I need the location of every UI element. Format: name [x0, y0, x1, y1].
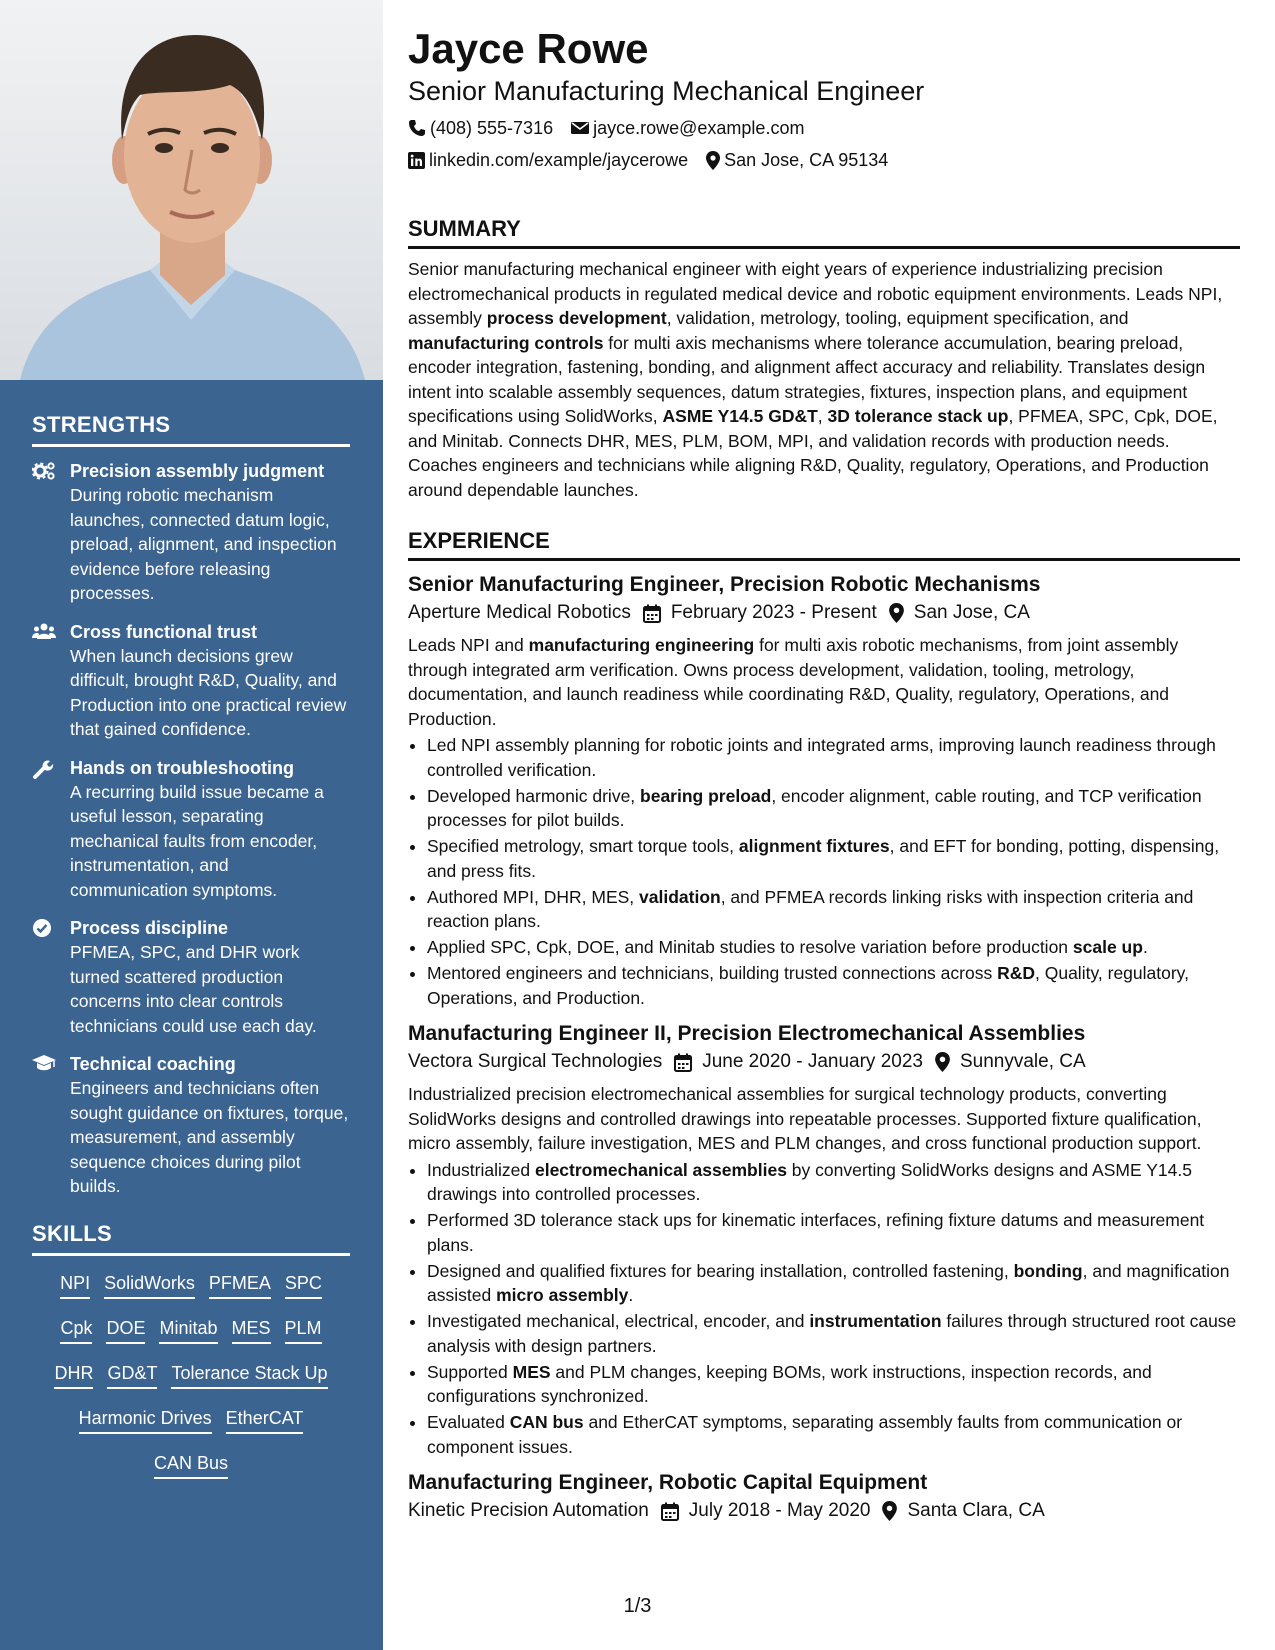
- map-pin-icon: [889, 603, 904, 623]
- strength-text: PFMEA, SPC, and DHR work turned scattered production concerns into clear controls technicians could use each day.: [70, 942, 317, 1036]
- candidate-name: Jayce Rowe: [408, 25, 649, 72]
- job-title: Senior Manufacturing Engineer, Precision Robotic Mechanisms: [408, 573, 1041, 596]
- text-run: .: [628, 1285, 634, 1305]
- portrait-image: [0, 0, 383, 380]
- emphasis-text: R&D: [997, 963, 1035, 983]
- skill-tag: SolidWorks: [104, 1272, 195, 1299]
- list-item: [427, 1410, 1240, 1459]
- contact-linkedin[interactable]: [408, 148, 688, 172]
- job-description: [408, 1082, 1240, 1156]
- map-pin-icon: [882, 1501, 897, 1521]
- list-item: [427, 1360, 1240, 1409]
- list-item: [427, 1309, 1240, 1358]
- skill-row: [32, 1317, 350, 1344]
- emphasis-text: manufacturing controls: [408, 332, 604, 353]
- text-run: Investigated mechanical, electrical, encoder, and: [427, 1311, 810, 1331]
- email-text[interactable]: jayce.rowe@example.com: [593, 118, 805, 138]
- linkedin-text[interactable]: linkedin.com/example/jaycerowe: [429, 150, 689, 170]
- skill-tag: SPC: [285, 1272, 322, 1299]
- text-run: Applied SPC, Cpk, DOE, and Minitab studies to resolve variation before production: [427, 937, 1073, 957]
- strength-text: Engineers and technicians often sought guidance on fixtures, torque, measurement, and assembly sequence choices during pilot builds.: [70, 1078, 349, 1196]
- skill-tag: GD&T: [107, 1362, 157, 1389]
- job-location: Sunnyvale, CA: [959, 1051, 1086, 1072]
- emphasis-text: CAN bus: [509, 1412, 584, 1432]
- skill-row: [32, 1272, 350, 1299]
- main-content: [408, 24, 1240, 1531]
- text-run: Supported: [427, 1361, 513, 1382]
- job-description: [408, 633, 1240, 731]
- job-company: Vectora Surgical Technologies: [408, 1051, 663, 1072]
- experience-list: [408, 571, 1240, 1525]
- emphasis-text: bearing preload: [640, 785, 772, 806]
- envelope-icon: [571, 121, 589, 135]
- list-item: [427, 961, 1240, 1010]
- graduation-cap-icon: [32, 1054, 56, 1072]
- text-run: Mentored engineers and technicians, building trusted connections across: [427, 963, 998, 983]
- job-title: Manufacturing Engineer II, Precision Electromechanical Assemblies: [408, 1022, 1086, 1045]
- text-run: , validation, metrology, tooling, equipment specification, and: [666, 308, 1129, 328]
- list-item: [427, 1158, 1240, 1207]
- emphasis-text: validation: [639, 886, 721, 907]
- skill-tag: PFMEA: [209, 1272, 271, 1299]
- strength-item: [32, 916, 350, 1038]
- text-run: .: [1142, 937, 1148, 957]
- contact-row: [408, 148, 1240, 172]
- strength-title: Precision assembly judgment: [70, 461, 325, 481]
- strength-item: [32, 459, 350, 606]
- job-company: Kinetic Precision Automation: [408, 1500, 649, 1521]
- job-bullets: [408, 733, 1240, 1010]
- summary-text: [408, 257, 1240, 502]
- list-item: [427, 1208, 1240, 1257]
- candidate-title: Senior Manufacturing Mechanical Engineer: [408, 76, 925, 106]
- text-run: for multi axis mechanisms where tolerance accumulation, bearing preload, encoder integration, fastening, bonding, and alignment affect accuracy and reliability. Translates design intent into scalable assembly sequences, datum strategies, fixtures, inspection plans, and equipment specifications using SolidWorks,: [408, 332, 1206, 426]
- skill-tag: NPI: [60, 1272, 90, 1299]
- skill-tag: Cpk: [60, 1317, 92, 1344]
- list-item: [427, 784, 1240, 833]
- strength-text: When launch decisions grew difficult, brought R&D, Quality, and Production into one practical review that gained confidence.: [70, 645, 347, 739]
- strength-title: Technical coaching: [70, 1054, 236, 1074]
- text-run: Authored MPI, DHR, MES,: [427, 886, 640, 907]
- job-entry: [408, 1020, 1240, 1459]
- skill-tag: Harmonic Drives: [79, 1407, 212, 1434]
- text-run: ,: [817, 406, 828, 426]
- text-run: Developed harmonic drive,: [427, 785, 641, 806]
- contact-phone: [408, 116, 553, 140]
- emphasis-text: process development: [486, 308, 667, 328]
- page-number: 1/3: [623, 1595, 652, 1617]
- text-run: , Quality, regulatory, Operations, and Production.: [427, 963, 1189, 1008]
- text-run: , and EFT for bonding, potting, dispensing, and press fits.: [427, 836, 1220, 881]
- linkedin-icon: [408, 152, 425, 169]
- strength-title: Hands on troubleshooting: [70, 757, 294, 778]
- strength-title: Process discipline: [70, 918, 229, 938]
- emphasis-text: 3D tolerance stack up: [827, 406, 1009, 426]
- list-item: [427, 885, 1240, 934]
- list-item: [427, 834, 1240, 883]
- phone-icon: [408, 119, 426, 137]
- text-run: for multi axis robotic mechanisms, from joint assembly through integrated arm verification. Owns process development, validation, tooling, metrology, documentation, and launch readiness while coordinating R&D, Quality, regulatory, Operations, and Production.: [408, 635, 1179, 729]
- calendar-icon: [643, 604, 661, 623]
- text-run: and PLM changes, keeping BOMs, work instructions, inspection records, and configurations synchronized.: [427, 1361, 1152, 1406]
- skill-tag: CAN Bus: [154, 1452, 228, 1479]
- location-text: San Jose, CA 95134: [724, 150, 889, 170]
- calendar-icon: [674, 1053, 692, 1072]
- strength-item: [32, 620, 350, 742]
- emphasis-text: bonding: [1013, 1260, 1083, 1281]
- sidebar: [0, 0, 383, 1650]
- text-run: failures through structured root cause analysis with design partners.: [427, 1311, 1237, 1356]
- skill-tag: Minitab: [159, 1317, 217, 1344]
- job-dates: July 2018 - May 2020: [688, 1500, 871, 1521]
- summary-heading: SUMMARY: [408, 216, 1240, 249]
- skill-tag: MES: [232, 1317, 271, 1344]
- text-run: Performed 3D tolerance stack ups for kinematic interfaces, refining fixture datums and measurement plans.: [427, 1210, 1205, 1255]
- skill-tag: PLM: [285, 1317, 322, 1344]
- calendar-icon: [661, 1502, 679, 1521]
- strength-item: [32, 1052, 350, 1199]
- list-item: [427, 733, 1240, 782]
- skill-tag: EtherCAT: [226, 1407, 304, 1434]
- text-run: Designed and qualified fixtures for bearing installation, controlled fastening,: [427, 1260, 1014, 1281]
- job-meta: [408, 1497, 1240, 1525]
- skill-row: [32, 1362, 350, 1389]
- contact-row: [408, 116, 1240, 140]
- emphasis-text: ASME Y14.5 GD&T: [662, 406, 818, 426]
- job-entry: [408, 1469, 1240, 1525]
- job-title: Manufacturing Engineer, Robotic Capital Equipment: [408, 1471, 928, 1494]
- job-meta: [408, 599, 1240, 627]
- list-item: [427, 935, 1240, 960]
- text-run: , PFMEA, SPC, Cpk, DOE, and Minitab. Connects DHR, MES, PLM, BOM, MPI, and validation records with production needs. Coaches engineers and technicians while aligning R&D, Quality, regulatory, Operations, and Production around dependable launches.: [408, 406, 1218, 500]
- experience-heading: EXPERIENCE: [408, 528, 1240, 561]
- strength-text: A recurring build issue became a useful lesson, separating mechanical faults from encoder, instrumentation, and communication symptoms.: [70, 781, 324, 900]
- emphasis-text: alignment fixtures: [738, 836, 890, 856]
- contact-email[interactable]: [571, 116, 804, 140]
- job-location: Santa Clara, CA: [907, 1500, 1045, 1521]
- strength-text: During robotic mechanism launches, connected datum logic, preload, alignment, and inspection evidence before releasing processes.: [70, 485, 337, 603]
- text-run: Led NPI assembly planning for robotic joints and integrated arms, improving launch readiness through controlled verification.: [427, 735, 1216, 780]
- skills-heading: SKILLS: [32, 1221, 350, 1256]
- skill-row: [32, 1452, 350, 1479]
- emphasis-text: MES: [512, 1361, 551, 1382]
- emphasis-text: manufacturing engineering: [528, 635, 755, 655]
- text-run: , encoder alignment, cable routing, and TCP verification processes for pilot builds.: [427, 785, 1202, 830]
- job-company: Aperture Medical Robotics: [408, 602, 631, 623]
- skill-tag: DOE: [106, 1317, 145, 1344]
- map-pin-icon: [706, 151, 720, 170]
- profile-photo: [0, 0, 383, 380]
- skill-tag: Tolerance Stack Up: [171, 1362, 327, 1389]
- text-run: Leads NPI and: [408, 635, 529, 655]
- phone-text: (408) 555-7316: [430, 118, 554, 138]
- skill-tag: DHR: [54, 1362, 93, 1389]
- users-icon: [32, 622, 56, 640]
- list-item: [427, 1259, 1240, 1308]
- map-pin-icon: [935, 1052, 950, 1072]
- emphasis-text: scale up: [1072, 937, 1143, 957]
- gears-icon: [32, 461, 56, 481]
- strength-item: [32, 756, 350, 903]
- text-run: Evaluated: [427, 1412, 510, 1432]
- text-run: and EtherCAT symptoms, separating assembly faults from communication or component issues.: [427, 1412, 1183, 1457]
- job-dates: June 2020 - January 2023: [702, 1051, 923, 1072]
- job-meta: [408, 1048, 1240, 1076]
- job-bullets: [408, 1158, 1240, 1460]
- text-run: , and magnification assisted: [427, 1260, 1230, 1305]
- text-run: , and PFMEA records linking risks with inspection criteria and reaction plans.: [427, 886, 1194, 931]
- job-dates: February 2023 - Present: [670, 602, 877, 623]
- emphasis-text: micro assembly: [496, 1285, 629, 1305]
- skills-list: [32, 1268, 350, 1479]
- strength-title: Cross functional trust: [70, 621, 258, 642]
- text-run: Senior manufacturing mechanical engineer with eight years of experience industrializing precision electromechanical products in regulated medical device and robotic equipment environments. Leads NPI, assembly: [408, 259, 1223, 328]
- strengths-heading: STRENGTHS: [32, 412, 350, 447]
- check-circle-icon: [32, 918, 52, 938]
- text-run: Industrialized: [427, 1159, 535, 1180]
- job-location: San Jose, CA: [913, 602, 1030, 623]
- text-run: by converting SolidWorks designs and ASME Y14.5 drawings into controlled processes.: [427, 1159, 1192, 1204]
- text-run: Specified metrology, smart torque tools,: [427, 836, 739, 856]
- emphasis-text: instrumentation: [809, 1311, 942, 1331]
- emphasis-text: electromechanical assemblies: [534, 1159, 787, 1180]
- wrench-icon: [32, 758, 54, 780]
- text-run: Industrialized precision electromechanical assemblies for surgical technology products, converting SolidWorks designs and controlled drawings into repeatable processes. Supported fixture qualification, micro assembly, failure investigation, MES and PLM changes, and cross functional production support.: [408, 1084, 1202, 1153]
- skill-row: [32, 1407, 350, 1434]
- contact-location: [706, 148, 888, 172]
- job-entry: [408, 571, 1240, 1010]
